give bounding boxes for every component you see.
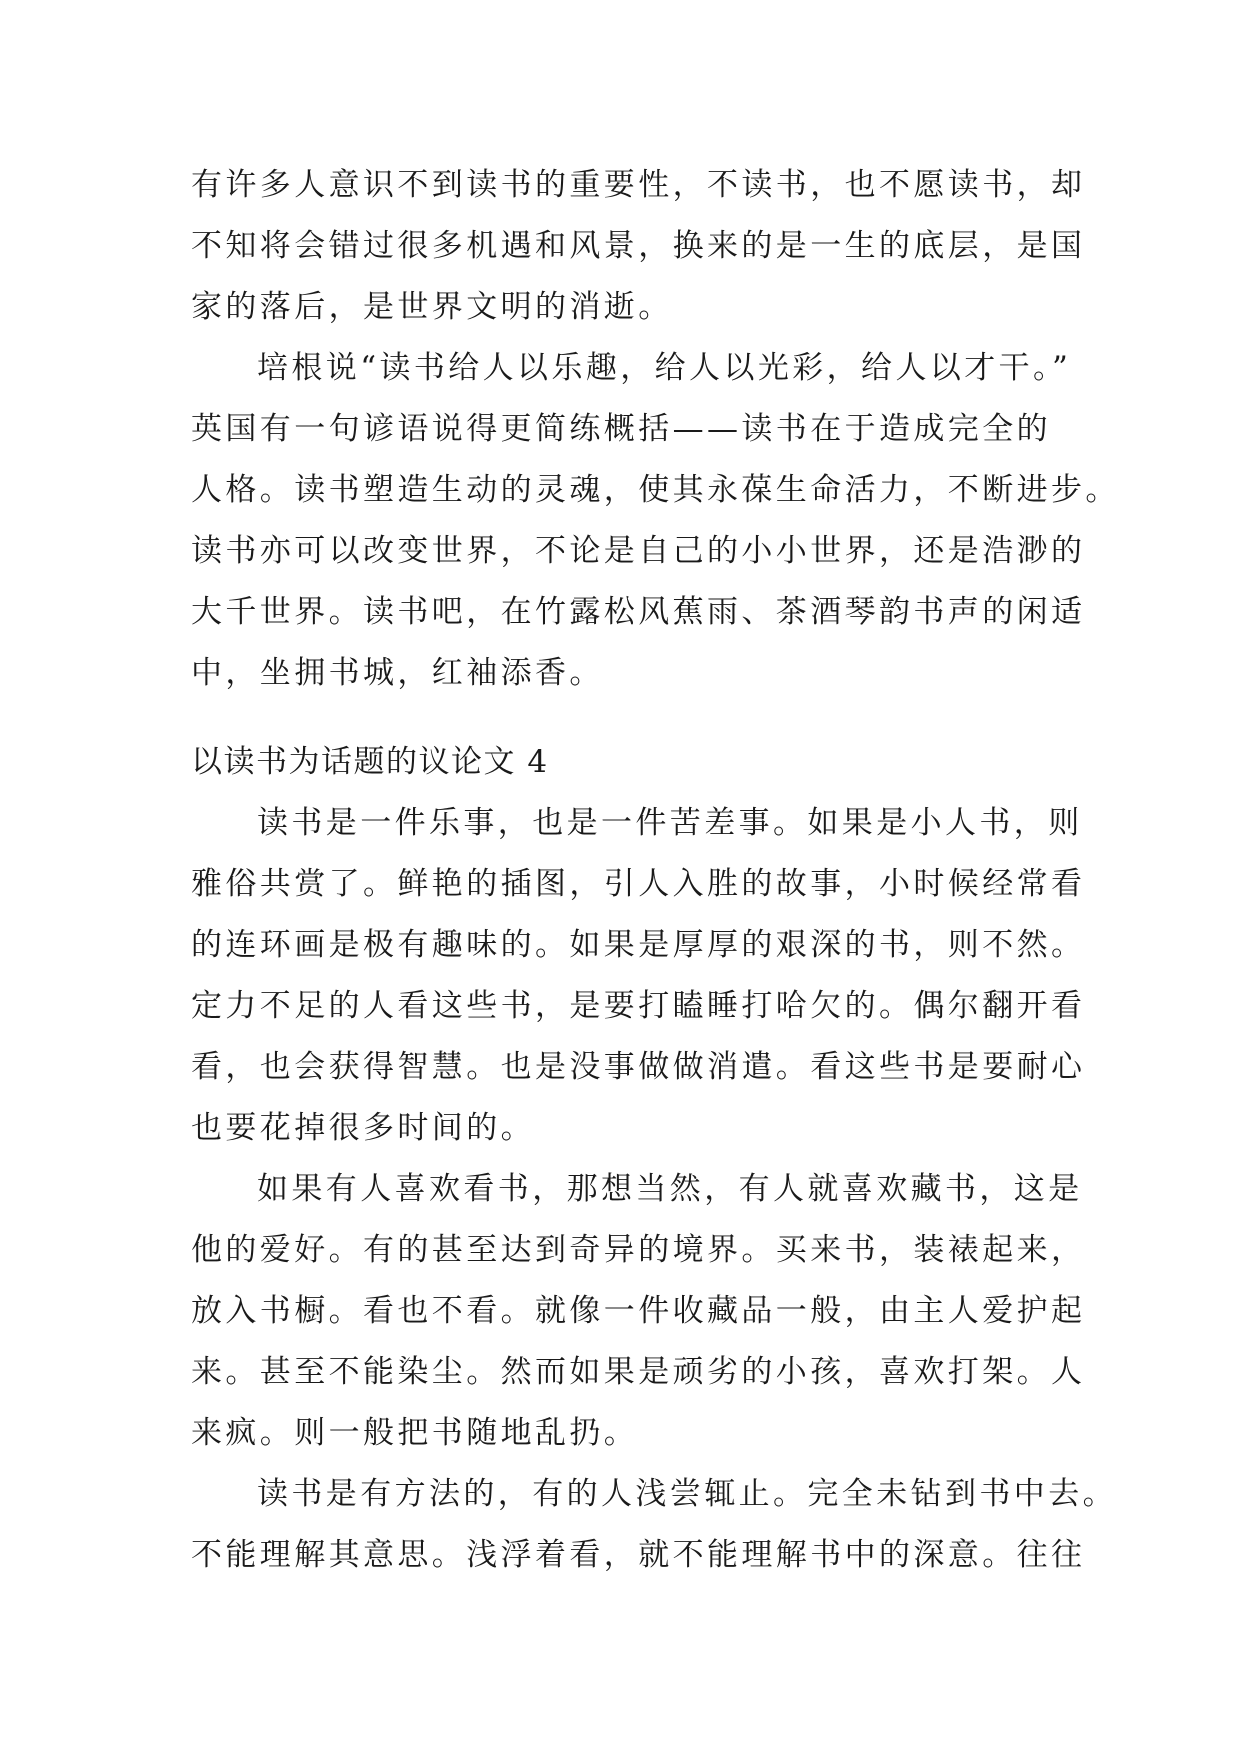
paragraph-line: 看，也会获得智慧。也是没事做做消遣。看这些书是要耐心: [191, 1049, 1086, 1085]
paragraph-line: 放入书橱。看也不看。就像一件收藏品一般，由主人爱护起: [191, 1293, 1086, 1329]
section-title: 以读书为话题的议论文 4: [191, 744, 549, 780]
paragraph-line: 大千世界。读书吧，在竹露松风蕉雨、茶酒琴韵书声的闲适: [191, 594, 1086, 630]
paragraph-line: 雅俗共赏了。鲜艳的插图，引人入胜的故事，小时候经常看: [191, 866, 1086, 902]
paragraph-line: 来疯。则一般把书随地乱扔。: [191, 1415, 639, 1451]
paragraph-line: 英国有一句谚语说得更简练概括——读书在于造成完全的: [191, 411, 1051, 447]
paragraph-line: 读书是有方法的，有的人浅尝辄止。完全未钻到书中去。: [257, 1476, 1117, 1512]
paragraph-line: 人格。读书塑造生动的灵魂，使其永葆生命活力，不断进步。: [191, 472, 1120, 508]
paragraph-line: 他的爱好。有的甚至达到奇异的境界。买来书，装裱起来，: [191, 1232, 1086, 1268]
paragraph-line: 有许多人意识不到读书的重要性，不读书，也不愿读书，却: [191, 167, 1086, 203]
section-b-text: [191, 732, 1117, 1586]
paragraph-line: 读书是一件乐事，也是一件苦差事。如果是小人书，则: [257, 805, 1083, 841]
paragraph-line: 来。甚至不能染尘。然而如果是顽劣的小孩，喜欢打架。人: [191, 1354, 1086, 1390]
paragraph-line: 读书亦可以改变世界，不论是自己的小小世界，还是浩渺的: [191, 533, 1086, 569]
paragraph-line: 的连环画是极有趣味的。如果是厚厚的艰深的书，则不然。: [191, 927, 1086, 963]
paragraph-line: 也要花掉很多时间的。: [191, 1110, 535, 1146]
paragraph-line: 不知将会错过很多机遇和风景，换来的是一生的底层，是国: [191, 228, 1086, 264]
paragraph-line: 家的落后，是世界文明的消逝。: [191, 289, 673, 325]
paragraph-line: 如果有人喜欢看书，那想当然，有人就喜欢藏书，这是: [257, 1171, 1083, 1207]
paragraph-line: 培根说“读书给人以乐趣，给人以光彩，给人以才干。”: [257, 350, 1072, 386]
section-a-text: [191, 155, 1120, 704]
paragraph-line: 中，坐拥书城，红袖添香。: [191, 655, 604, 691]
paragraph-line: 不能理解其意思。浅浮着看，就不能理解书中的深意。往往: [191, 1537, 1086, 1573]
paragraph-line: 定力不足的人看这些书，是要打瞌睡打哈欠的。偶尔翻开看: [191, 988, 1086, 1024]
